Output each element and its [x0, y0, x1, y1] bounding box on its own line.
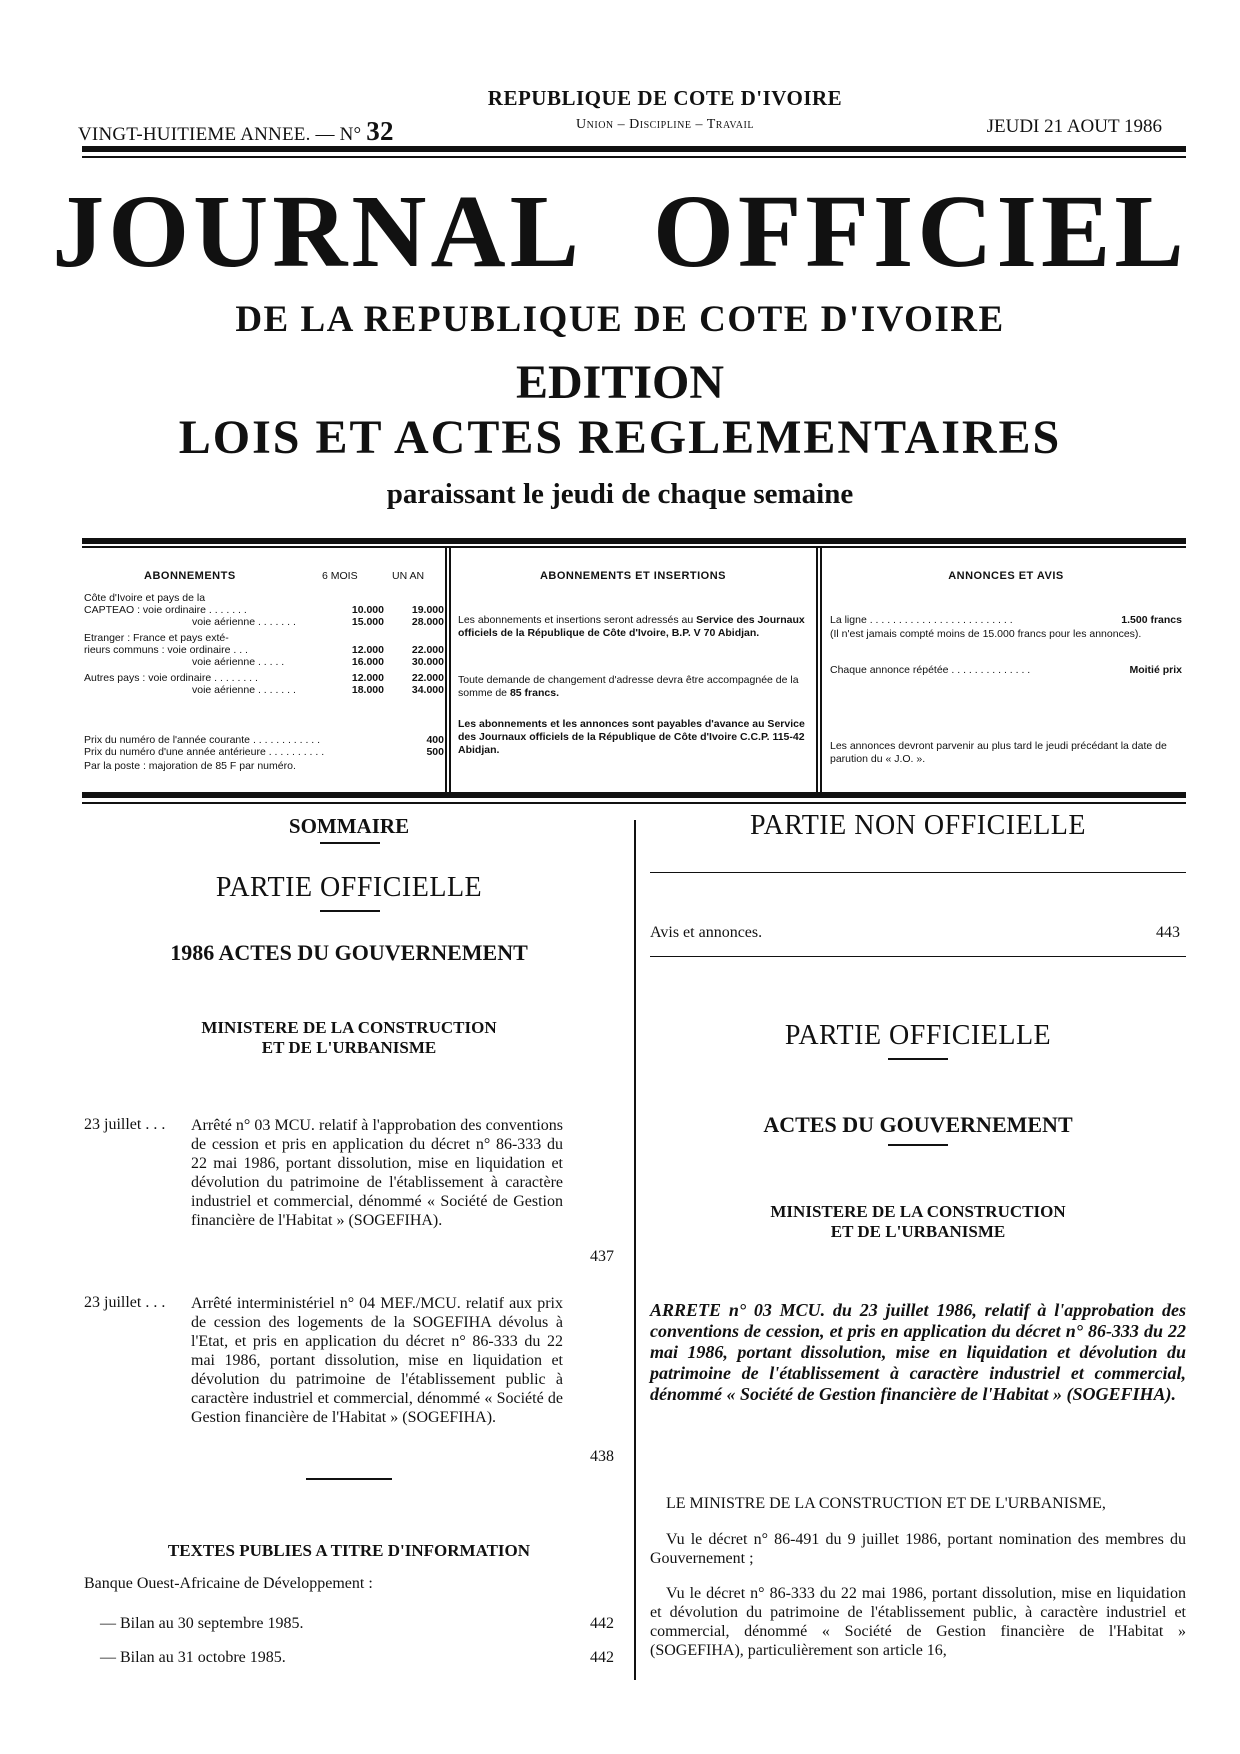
- subscription-row: [84, 616, 444, 629]
- change-note-text: Toute demande de changement d'adresse devra être accompagnée de la somme de: [458, 674, 799, 699]
- avis-page: 443: [1156, 924, 1180, 941]
- partie-rule: [320, 910, 380, 912]
- subscription-row: [84, 684, 444, 697]
- ligne-value: 1.500 francs: [1121, 614, 1182, 626]
- right-officielle-heading: PARTIE OFFICIELLE: [784, 1020, 1052, 1051]
- info-heading: TEXTES PUBLIES A TITRE D'INFORMATION: [167, 1541, 531, 1560]
- price-6mois: 16.000: [351, 656, 384, 668]
- box-top-rule: [82, 538, 1186, 544]
- sommaire-partie: PARTIE OFFICIELLE: [215, 872, 483, 903]
- masthead-title: [0, 174, 1240, 289]
- arrete-title: ARRETE n° 03 MCU. du 23 juillet 1986, relatif à l'approbation des conventions de cession, et pris en application du décret n° 86-333 du 22 mai 1986, portant dissolution, mise en liquidation et dévolution du patrimoine de l'établissement à caractère industriel et commercial, dénommé « Société de Gestion financière de l'Habitat » (SOGEFIHA).: [650, 1300, 1186, 1404]
- price-un-an: 22.000: [411, 644, 444, 656]
- edition-name: LOIS ET ACTES REGLEMENTAIRES: [178, 411, 1062, 464]
- box-divider-2: [816, 548, 818, 792]
- entry-date: 23 juillet . . .: [84, 1116, 166, 1133]
- price-un-an: 22.000: [411, 672, 444, 684]
- entry-text: Arrêté n° 03 MCU. relatif à l'approbation des conventions de cession et pris en application du décret n° 86-333 du 22 mai 1986, portant dissolution, mise en liquidation et dévolution du patrimoine de l'établissement à caractère industriel et commercial, dénommé « Société de Gestion financière de l'Habitat » (SOGEFIHA).: [191, 1117, 563, 1229]
- subscription-label: CAPTEAO : voie ordinaire . . . . . . .: [84, 604, 247, 616]
- insertions-panel: [458, 570, 808, 756]
- repeat-row: [830, 664, 1182, 677]
- issue-price-value: 400: [426, 734, 444, 746]
- insertions-address-bold: Service des Journaux officiels de la République de Côte d'Ivoire, B.P. V 70 Abidjan.: [458, 614, 805, 639]
- box-top-rule-thin: [82, 546, 1186, 548]
- republic-header: [470, 86, 860, 133]
- insertions-change-note: [458, 674, 808, 700]
- vu-paragraph: Vu le décret n° 86-333 du 22 mai 1986, portant dissolution, mise en liquidation et dévolution du patrimoine de l'établissement public, à caractère industriel et commercial, dénommé « Société de Gestion financière de l'Habitat » (SOGEFIHA), particulièrement son article 16,: [650, 1585, 1186, 1659]
- annonces-panel: [830, 570, 1182, 765]
- price-6mois: 12.000: [351, 672, 384, 684]
- repeat-value: Moitié prix: [1129, 664, 1182, 676]
- price-6mois: 12.000: [351, 644, 384, 656]
- ligne-label: La ligne . . . . . . . . . . . . . . . . . . . . . . . . .: [830, 614, 1013, 626]
- issue-line: [78, 116, 394, 147]
- subscription-label: voie aérienne . . . . . . .: [192, 616, 296, 628]
- annonces-deadline: Les annonces devront parvenir au plus tard le jeudi précédant la date de parution du « J.O. ».: [830, 740, 1167, 765]
- subscription-label: rieurs communs : voie ordinaire . . .: [84, 644, 248, 656]
- republic-name: REPUBLIQUE DE COTE D'IVOIRE: [487, 86, 843, 110]
- header-rule: [82, 146, 1186, 152]
- year-label: VINGT-HUITIEME ANNEE. — N°: [78, 124, 362, 145]
- annonces-heading: ANNONCES ET AVIS: [948, 570, 1064, 582]
- ministry-line1: MINISTERE DE LA CONSTRUCTION: [201, 1018, 497, 1037]
- ministry-line2: ET DE L'URBANISME: [830, 1222, 1006, 1241]
- price-6mois: 15.000: [351, 616, 384, 628]
- subscriptions-heading: ABONNEMENTS: [144, 570, 236, 582]
- right-actes-rule: [888, 1144, 948, 1146]
- price-6mois: 18.000: [351, 684, 384, 696]
- box-divider-1: [445, 548, 447, 792]
- edition-label: EDITION: [515, 356, 725, 409]
- masthead-word-officiel: OFFICIEL: [652, 174, 1188, 289]
- insertions-address-text: Les abonnements et insertions seront adressés au: [458, 614, 694, 626]
- entries-rule: [306, 1478, 392, 1480]
- bilan-page: 442: [590, 1649, 614, 1666]
- price-un-an: 30.000: [411, 656, 444, 668]
- publication-frequency: paraissant le jeudi de chaque semaine: [386, 478, 854, 510]
- change-note-fee: 85 francs.: [509, 687, 559, 699]
- right-ministry: [650, 1202, 1186, 1242]
- insertions-payment-note: Les abonnements et les annonces sont payables d'avance au Service des Journaux officiels de la République de Côte d'Ivoire C.C.P. 115-42 Abidjan.: [458, 718, 805, 756]
- non-officielle-heading: PARTIE NON OFFICIELLE: [749, 810, 1086, 841]
- subscription-label: Etranger : France et pays exté-: [84, 632, 229, 644]
- issue-number: 32: [366, 116, 394, 146]
- bilan-label: — Bilan au 31 octobre 1985.: [100, 1649, 286, 1666]
- price-un-an: 19.000: [411, 604, 444, 616]
- subscription-label: voie aérienne . . . . .: [192, 656, 285, 668]
- box-bottom-rule: [82, 792, 1186, 798]
- sommaire-actes: 1986 ACTES DU GOUVERNEMENT: [170, 940, 528, 965]
- entry-text: Arrêté interministériel n° 04 MEF./MCU. relatif aux prix de cession des logements de la SOGEFIHA dévolus à l'Etat, et pris en application du décret n° 86-333 du 22 mai 1986, portant dissolution, mise en liquidation et dévolution du patrimoine de l'établissement public à caractère industriel et commercial, dénommé « Société de Gestion financière de l'Habitat » (SOGEFIHA).: [191, 1295, 563, 1426]
- box-divider-1b: [449, 548, 451, 792]
- subscription-label: voie aérienne . . . . . . .: [192, 684, 296, 696]
- subscriptions-panel: [84, 570, 444, 785]
- column-separator: [634, 820, 636, 1680]
- issue-price-row: [84, 746, 444, 759]
- ligne-note: (Il n'est jamais compté moins de 15.000 francs pour les annonces).: [830, 628, 1142, 640]
- box-divider-2b: [820, 548, 822, 792]
- avis-rule: [650, 956, 1186, 957]
- bilan-page: 442: [590, 1615, 614, 1632]
- repeat-label: Chaque annonce répétée . . . . . . . . . . . . . .: [830, 664, 1031, 676]
- issue-price-label: Prix du numéro de l'année courante . . . . . . . . . . . .: [84, 734, 321, 746]
- avis-label: Avis et annonces.: [650, 924, 763, 941]
- minister-line: LE MINISTRE DE LA CONSTRUCTION ET DE L'URBANISME,: [666, 1495, 1106, 1512]
- subscription-label: Côte d'Ivoire et pays de la: [84, 592, 206, 604]
- insertions-heading: ABONNEMENTS ET INSERTIONS: [539, 570, 727, 582]
- col-6mois: 6 MOIS: [322, 570, 358, 582]
- right-actes: ACTES DU GOUVERNEMENT: [763, 1112, 1073, 1137]
- vu-paragraph: Vu le décret n° 86-491 du 9 juillet 1986, portant nomination des membres du Gouvernement ;: [650, 1531, 1186, 1567]
- col-un-an: UN AN: [392, 570, 425, 582]
- ministry-line1: MINISTERE DE LA CONSTRUCTION: [770, 1202, 1066, 1221]
- entry-page: 437: [590, 1248, 614, 1265]
- subscription-label: Autres pays : voie ordinaire . . . . . . . .: [84, 672, 258, 684]
- right-officielle-rule: [888, 1058, 948, 1060]
- issue-price-value: 500: [426, 746, 444, 758]
- ministry-line2: ET DE L'URBANISME: [261, 1038, 437, 1057]
- price-un-an: 34.000: [411, 684, 444, 696]
- bilan-label: — Bilan au 30 septembre 1985.: [100, 1615, 304, 1632]
- subscription-row: [84, 656, 444, 669]
- bank-label: Banque Ouest-Africaine de Développement :: [84, 1575, 373, 1592]
- masthead-subtitle: DE LA REPUBLIQUE DE COTE D'IVOIRE: [235, 299, 1005, 340]
- issue-date: JEUDI 21 AOUT 1986: [986, 116, 1162, 137]
- non-officielle-rule: [650, 872, 1186, 873]
- header-rule-thin: [82, 156, 1186, 158]
- issue-price-label: Prix du numéro d'une année antérieure . . . . . . . . . .: [84, 746, 325, 758]
- entry-page: 438: [590, 1448, 614, 1465]
- sommaire-heading: SOMMAIRE: [288, 814, 410, 838]
- ligne-row: [830, 614, 1182, 627]
- sommaire-rule: [320, 842, 380, 844]
- motto: Union – Discipline – Travail: [576, 117, 754, 132]
- entry-date: 23 juillet . . .: [84, 1294, 166, 1311]
- box-bottom-rule-thin: [82, 802, 1186, 804]
- postage-note: Par la poste : majoration de 85 F par numéro.: [84, 760, 296, 772]
- insertions-address: [458, 614, 808, 640]
- price-6mois: 10.000: [351, 604, 384, 616]
- masthead-word-journal: JOURNAL: [52, 174, 583, 289]
- price-un-an: 28.000: [411, 616, 444, 628]
- sommaire-ministry: [82, 1018, 616, 1058]
